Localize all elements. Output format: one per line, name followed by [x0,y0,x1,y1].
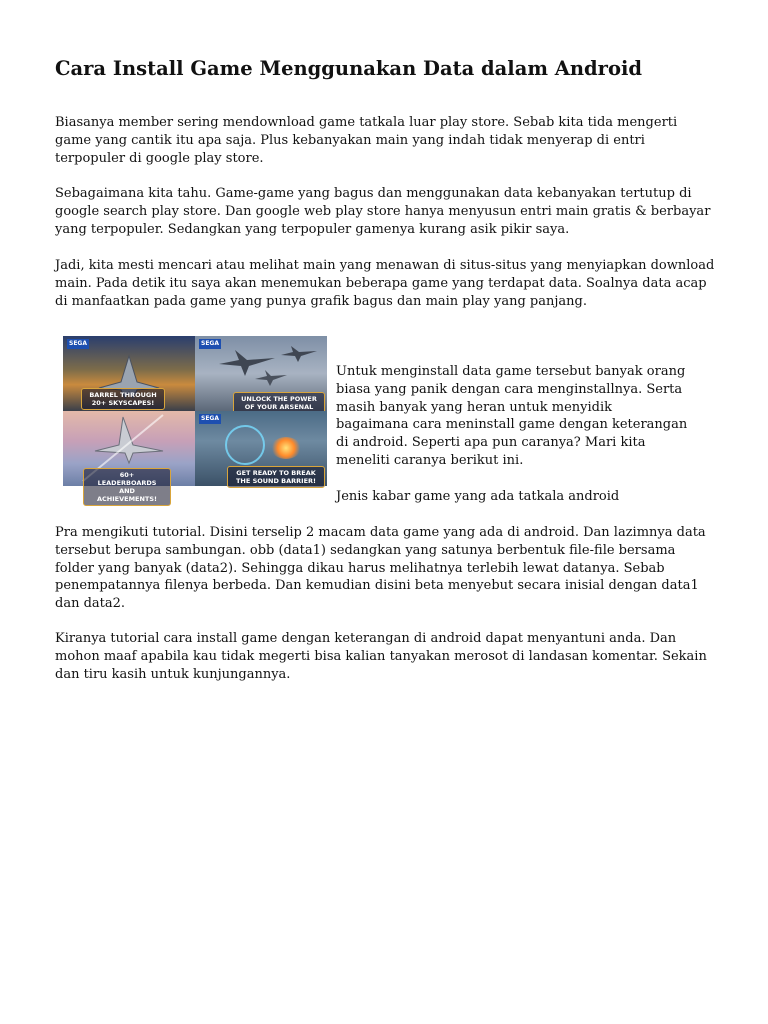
paragraph-beside-image: Untuk menginstall data game tersebut banyak orang biasa yang panik dengan cara menginstallnya. Serta masih banyak yang heran untuk menyidik bagaimana cara meninstall game dengan keterangan di android. Seperti apa pun caranya? Mari kita meneliti caranya berikut ini. [336,364,688,468]
caption-skyscapes: BARREL THROUGH 20+ SKYSCAPES! [81,388,165,410]
page-title: Cara Install Game Menggunakan Data dalam Android [55,57,643,80]
caption-arsenal: UNLOCK THE POWER OF YOUR ARSENAL [233,392,325,422]
caption-leaderboards: 60+ LEADERBOARDS AND ACHIEVEMENTS! [83,468,171,506]
paragraph-closing: Kiranya tutorial cara install game dengan keterangan di android dapat menyantuni anda. Dan mohon maaf apabila kau tidak megerti bisa kalian tanyakan merosot di landasan komentar. Sekain dan tiru kasih untuk kunjungannya. [55,631,707,682]
paragraph-4: Pra mengikuti tutorial. Disini terselip 2 macam data game yang ada di android. Dan lazimnya data tersebut berupa sambungan. obb (data1) sedangkan yang satunya berbentuk file-file bersama folder yang banyak (data2). Sehingga dikau harus melihatnya terlebih lewat datanya. Sebab penempatannya filenya berbeda. Dan kemudian disini beta menyebut secara inisial dengan data1 dan data2. [55,525,706,612]
screenshot-tile-leaderboards [63,411,195,503]
caption-sound-barrier: GET READY TO BREAK THE SOUND BARRIER! [227,466,325,488]
sega-logo: SEGA [201,340,219,347]
screenshot-tile-sound-barrier [195,411,327,486]
sega-logo: SEGA [69,340,87,347]
game-screenshot-image [63,336,327,503]
section-heading: Jenis kabar game yang ada tatkala android [336,489,620,504]
screenshot-tile-skyscapes [63,336,195,411]
explosion-icon [271,437,301,459]
sega-logo: SEGA [201,415,219,422]
screenshot-tile-arsenal [195,336,327,411]
paragraph-3: Jadi, kita mesti mencari atau melihat main yang menawan di situs-situs yang menyiapkan download main. Pada detik itu saya akan menemukan beberapa game yang terdapat data. Soalnya data acap di manfaatkan pada game yang punya grafik bagus dan main play yang panjang. [55,258,715,309]
paragraph-intro: Biasanya member sering mendownload game tatkala luar play store. Sebab kita tida mengerti game yang cantik itu apa saja. Plus kebanyakan main yang indah tidak menyerap di entri terpopuler di google play store. [55,115,678,166]
target-reticle-icon [225,425,265,465]
paragraph-2: Sebagaimana kita tahu. Game-game yang bagus dan menggunakan data kebanyakan tertutup di google search play store. Dan google web play store hanya menyusun entri main gratis & berbayar yang terpopuler. Sedangkan yang terpopuler gamenya kurang asik pikir saya. [55,186,711,237]
